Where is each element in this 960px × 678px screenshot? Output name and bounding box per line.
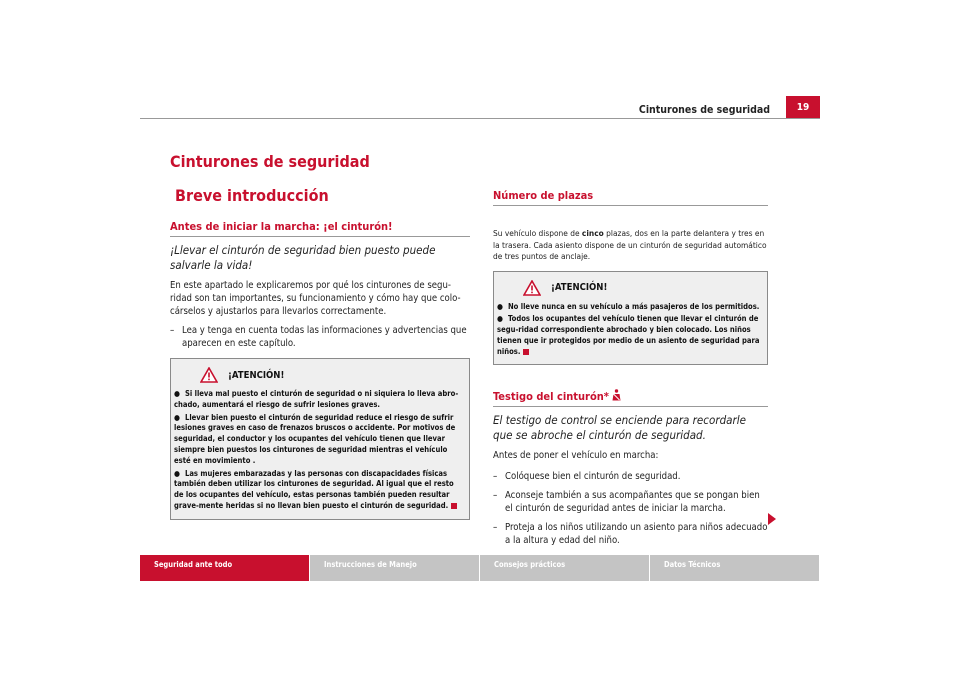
right-column — [493, 189, 768, 553]
page-subtitle: Breve introducción — [175, 186, 329, 205]
warning-header — [200, 367, 464, 383]
intro-paragraph: En este apartado le explicaremos por qué los cinturones de segu-ridad son tan importantes, su funcionamiento y cómo hay que colo-cárselos y ajustarlos para llevarlos correctamente. — [170, 280, 461, 317]
testigo-intro: Antes de poner el vehículo en marcha: — [493, 450, 659, 462]
warning-box — [170, 358, 470, 520]
seatbelt-warning-icon — [612, 389, 621, 401]
warning-header — [523, 280, 762, 296]
warning-item: ● No lleve nunca en su vehículo a más pasajeros de los permitidos. — [497, 301, 760, 311]
warning-title: ¡ATENCIÓN! — [228, 369, 285, 381]
tab-instrucciones[interactable]: Instrucciones de Manejo — [310, 555, 479, 581]
dash-list-item: – Lea y tenga en cuenta todas las informaciones y advertencias que aparecen en este capítulo. — [170, 325, 467, 349]
warning-item: ● Todos los ocupantes del vehículo tienen que llevar el cinturón de segu-ridad correspondiente abrochado y bien colocado. Los niños tienen que ir protegidos por medio de un asiento de seguridad para niños. — [497, 314, 760, 356]
warning-box-plazas — [493, 271, 768, 366]
page-number-badge: 19 — [786, 96, 820, 118]
tab-datos[interactable]: Datos Técnicos — [650, 555, 819, 581]
section-end-icon — [451, 503, 457, 509]
page-title: Cinturones de seguridad — [170, 152, 370, 171]
dash-list-item: – Colóquese bien el cinturón de seguridad. — [493, 471, 681, 483]
left-column — [170, 220, 470, 520]
running-header-title: Cinturones de seguridad — [638, 104, 770, 116]
tab-seguridad[interactable]: Seguridad ante todo — [140, 555, 309, 581]
next-page-arrow-icon[interactable] — [768, 513, 776, 525]
plazas-paragraph: Su vehículo dispone de cinco plazas, dos en la parte delantera y tres en la trasera. Cada asiento dispone de un cinturón de seguridad automático de tres puntos de anclaje. — [493, 228, 767, 261]
footer-nav — [140, 555, 820, 581]
header-divider — [140, 118, 820, 119]
tab-consejos[interactable]: Consejos prácticos — [480, 555, 649, 581]
dash-list-item: – Aconseje también a sus acompañantes que se pongan bien el cinturón de seguridad antes de iniciar la marcha. — [493, 490, 760, 515]
warning-item: ● Llevar bien puesto el cinturón de seguridad reduce el riesgo de sufrir lesiones graves en caso de frenazos bruscos o accidente. Por motivos de seguridad, el conductor y los ocupantes del vehículo tienen que llevar siempre bien puestos los cinturones de seguridad mientras el vehículo esté en movimiento . — [174, 412, 456, 465]
warning-triangle-icon — [523, 280, 541, 296]
section-heading-plazas: Número de plazas — [493, 189, 768, 206]
section-heading-antes: Antes de iniciar la marcha: ¡el cinturón! — [170, 220, 470, 237]
warning-item: ● Las mujeres embarazadas y las personas con discapacidades físicas también deben utilizar los cinturones de seguridad. Al igual que el resto de los ocupantes del vehículo, estas personas también pueden resultar grave-mente heridas si no llevan bien puesto el cinturón de seguridad. — [174, 469, 464, 512]
warning-item: ● Si lleva mal puesto el cinturón de seguridad o ni siquiera lo lleva abro-chado, aumentará el riesgo de sufrir lesiones graves. — [174, 389, 459, 409]
warning-title: ¡ATENCIÓN! — [551, 282, 608, 293]
section-heading-testigo: Testigo del cinturón* — [493, 389, 768, 407]
lead-text: ¡Llevar el cinturón de seguridad bien puesto puede salvarle la vida! — [170, 243, 436, 272]
testigo-lead: El testigo de control se enciende para recordarle que se abroche el cinturón de seguridad. — [493, 413, 746, 443]
dash-list-item: – Proteja a los niños utilizando un asiento para niños adecuado a la altura y edad del niño. — [493, 522, 768, 547]
section-end-icon — [523, 349, 529, 355]
warning-triangle-icon — [200, 367, 218, 383]
